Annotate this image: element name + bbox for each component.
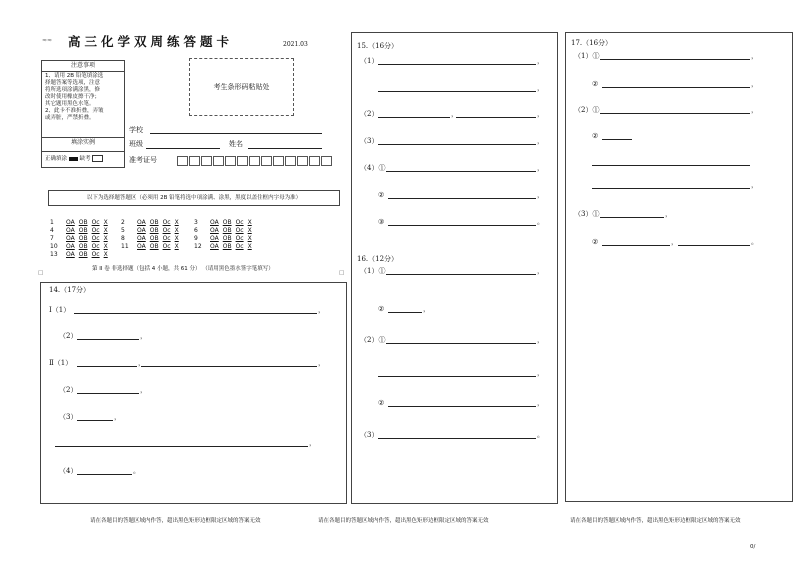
mcq-option[interactable]: OA: [210, 219, 219, 226]
q16-label-1-2: ②: [378, 305, 385, 313]
q16-2-1-comma: ，: [537, 336, 544, 344]
mcq-option[interactable]: OB: [78, 235, 88, 242]
q14-I2-answer-line[interactable]: [77, 339, 139, 340]
mcq-question-number: 13: [50, 251, 58, 258]
notice-line: 其它题用黑色水笔。: [45, 101, 95, 107]
notice-box: [41, 60, 125, 168]
q15-4-1-comma: ，: [537, 164, 544, 172]
mcq-option[interactable]: OB: [149, 235, 159, 242]
q16-1-1-comma: ，: [537, 267, 544, 275]
q15-2-comma: ，: [451, 110, 458, 118]
q17-label-3-2: ②: [592, 238, 599, 246]
notice-line: 2、此卡不准折叠，弄皱: [45, 108, 104, 114]
q14-answer-box: [40, 282, 347, 504]
q14-label-II3: （3）: [59, 413, 78, 421]
notice-line: 将所选项涂满涂黑，修: [45, 87, 101, 93]
q14-II1-comma-2: ，: [318, 359, 325, 367]
q14-II4-period: 。: [133, 467, 140, 475]
q17-3-1-answer-line[interactable]: [600, 217, 664, 218]
mcq-option[interactable]: OA: [66, 235, 75, 242]
q15-label-3: （3）: [360, 137, 379, 145]
q17-2-1-comma: ，: [751, 106, 758, 114]
mcq-option[interactable]: OB: [149, 219, 159, 226]
q17-1-1-comma: ，: [751, 52, 758, 60]
mcq-option[interactable]: OB: [222, 243, 232, 250]
mcq-option[interactable]: OB: [78, 219, 88, 226]
mcq-option[interactable]: X: [247, 235, 252, 242]
class-field[interactable]: [146, 148, 220, 149]
q15-3-comma: ，: [537, 137, 544, 145]
exam-number-cell[interactable]: [177, 156, 188, 166]
q16-3-answer-line[interactable]: [378, 438, 536, 439]
exam-number-cell[interactable]: [261, 156, 272, 166]
mcq-option[interactable]: Oc: [91, 235, 100, 242]
mcq-question-number: 8: [121, 235, 125, 242]
q15-2-answer-line-2[interactable]: [456, 117, 536, 118]
mcq-option[interactable]: OA: [210, 243, 219, 250]
mcq-option[interactable]: OB: [149, 227, 159, 234]
q17-2-2-answer-line-3[interactable]: [592, 188, 750, 189]
q16-3-period: 。: [537, 431, 544, 439]
mcq-option[interactable]: Oc: [235, 219, 244, 226]
mcq-option[interactable]: X: [174, 235, 179, 242]
mcq-question: [121, 219, 183, 226]
q16-2-1-answer-line[interactable]: [386, 343, 536, 344]
mcq-option[interactable]: X: [103, 227, 108, 234]
mcq-option[interactable]: X: [247, 219, 252, 226]
q17-1-2-comma: ，: [751, 80, 758, 88]
footer-note-middle: 请在各题目的答题区域内作答，超出黑色矩形边框限定区域的答案无效: [318, 518, 489, 524]
mcq-option[interactable]: Oc: [91, 227, 100, 234]
q17-3-1-comma: ，: [665, 210, 672, 218]
mcq-instruction: 以下为选择题答题区（必须用 2B 铅笔将选中项涂满、涂黑，黑度以盖住框内字母为准）: [86, 195, 302, 201]
mcq-option[interactable]: OA: [66, 243, 75, 250]
mcq-question-number: 2: [121, 219, 125, 226]
q15-2-comma-2: ，: [537, 110, 544, 118]
school-field[interactable]: [150, 133, 322, 134]
mcq-option[interactable]: OB: [78, 243, 88, 250]
exam-number-cell[interactable]: [273, 156, 284, 166]
q14-II2-answer-line[interactable]: [77, 393, 139, 394]
q14-II1-answer-line[interactable]: [77, 366, 137, 367]
q17-1-2-answer-line[interactable]: [602, 87, 750, 88]
mcq-option[interactable]: OA: [66, 219, 75, 226]
barcode-label: 考生条形码粘贴处: [213, 83, 270, 91]
mcq-question: [194, 227, 256, 234]
notice-heading: 注意事项: [70, 62, 95, 69]
q17-label-2-1: （2）①: [574, 106, 600, 114]
q14-heading: 14.（17分）: [49, 286, 91, 294]
mcq-question: [121, 243, 183, 250]
q17-2-2-answer-line-2[interactable]: [592, 165, 750, 166]
mcq-option[interactable]: Oc: [91, 251, 100, 258]
part2-heading: 第 II 卷 非选择题（包括 4 小题，共 61 分） （请用黑色墨水签字笔填写）: [92, 266, 274, 272]
q15-4-3-answer-line[interactable]: [388, 225, 536, 226]
mcq-question-number: 11: [121, 243, 129, 250]
q16-1-1-answer-line[interactable]: [386, 274, 536, 275]
q17-3-2-comma: ，: [671, 238, 678, 246]
mcq-option[interactable]: OA: [137, 235, 146, 242]
mcq-question: [194, 235, 256, 242]
mcq-option[interactable]: OB: [222, 227, 232, 234]
mcq-option[interactable]: Oc: [235, 235, 244, 242]
filled-mark: [69, 157, 78, 161]
q15-label-1: （1）: [360, 57, 379, 65]
exam-number-cell[interactable]: [249, 156, 260, 166]
q14-II3-answer-line[interactable]: [77, 420, 113, 421]
q14-II3-comma: ，: [114, 413, 121, 421]
mcq-option[interactable]: Oc: [162, 243, 171, 250]
mcq-question: [50, 227, 112, 234]
q15-3-answer-line[interactable]: [378, 144, 536, 145]
missing-label: 缺考: [79, 156, 91, 162]
mcq-option[interactable]: OB: [78, 227, 88, 234]
exam-number-label: 准考证号: [129, 156, 157, 164]
class-label: 班级: [129, 140, 143, 148]
q15-label-4-2: ②: [378, 191, 385, 199]
mcq-option[interactable]: OA: [210, 227, 219, 234]
q16-1-2-answer-line[interactable]: [388, 312, 422, 313]
q15-4-3-period: 。: [537, 218, 544, 226]
example-heading: 填涂实例: [70, 139, 95, 146]
q15-4-2-answer-line[interactable]: [388, 198, 536, 199]
exam-number-cell[interactable]: [237, 156, 248, 166]
mcq-option[interactable]: OA: [66, 227, 75, 234]
mcq-question: [50, 235, 112, 242]
mcq-option[interactable]: Oc: [91, 219, 100, 226]
q15-1-comma-2: ，: [537, 84, 544, 92]
q16-heading: 16.（12分）: [357, 255, 399, 263]
mcq-option[interactable]: OA: [137, 227, 146, 234]
mcq-option[interactable]: OA: [137, 219, 146, 226]
name-field[interactable]: [248, 148, 322, 149]
q14-label-I2: （2）: [59, 332, 78, 340]
exam-number-cell[interactable]: [189, 156, 200, 166]
page-number: 0/: [750, 544, 756, 550]
mcq-question: [121, 235, 183, 242]
mcq-option[interactable]: X: [247, 227, 252, 234]
mcq-option[interactable]: OA: [66, 251, 75, 258]
mcq-option[interactable]: Oc: [162, 219, 171, 226]
school-label: 学校: [129, 126, 143, 134]
notice-line: 1、请用 2B 铅笔填涂选: [45, 73, 104, 79]
q17-label-3-1: （3）①: [574, 210, 600, 218]
q14-label-I1: Ⅰ（1）: [49, 306, 71, 314]
notice-line: 择题答案等选项，注意: [45, 80, 101, 86]
mcq-option[interactable]: OB: [222, 219, 232, 226]
exam-number-cell[interactable]: [285, 156, 296, 166]
notice-line: 改时使用橡皮擦干净；: [45, 94, 101, 100]
q15-heading: 15.（16分）: [357, 42, 399, 50]
q14-II1-comma: ，: [138, 359, 145, 367]
q14-II2-comma: ，: [140, 386, 147, 394]
q17-2-1-answer-line[interactable]: [600, 113, 750, 114]
q15-4-2-comma: ，: [537, 191, 544, 199]
mcq-question-number: 6: [194, 227, 198, 234]
mcq-question-number: 9: [194, 235, 198, 242]
mcq-question-number: 3: [194, 219, 198, 226]
mcq-question-number: 5: [121, 227, 125, 234]
name-label: 姓名: [229, 140, 243, 148]
q16-label-3: （3）: [360, 431, 379, 439]
q17-3-2-period: 。: [751, 238, 758, 246]
mcq-option[interactable]: OB: [149, 243, 159, 250]
corner-mark: ≈≈: [42, 37, 53, 44]
barcode-area: [189, 58, 294, 116]
mcq-question: [50, 219, 112, 226]
q15-4-1-answer-line[interactable]: [386, 171, 536, 172]
q14-label-II1: Ⅱ（1）: [49, 359, 73, 367]
exam-number-cell[interactable]: [213, 156, 224, 166]
page-title: 高三化学双周练答题卡: [68, 34, 234, 49]
footer-note-left: 请在各题目的答题区域内作答，超出黑色矩形边框限定区域的答案无效: [90, 518, 261, 524]
q15-label-4-1: （4）①: [360, 164, 386, 172]
q14-I1-comma: ，: [318, 306, 325, 314]
exam-number-cell[interactable]: [297, 156, 308, 166]
mcq-option[interactable]: Oc: [162, 227, 171, 234]
q14-I2-comma: ，: [140, 332, 147, 340]
mcq-option[interactable]: Oc: [162, 235, 171, 242]
q15-1-answer-line-2[interactable]: [378, 91, 536, 92]
mcq-option[interactable]: Oc: [235, 227, 244, 234]
mcq-question-number: 12: [194, 243, 202, 250]
mcq-option[interactable]: OA: [137, 243, 146, 250]
q17-3-2-answer-line-2[interactable]: [678, 245, 750, 246]
q17-1-1-answer-line[interactable]: [600, 59, 750, 60]
q15-2-answer-line[interactable]: [378, 117, 450, 118]
mcq-question: [50, 251, 112, 258]
mcq-option[interactable]: OB: [78, 251, 88, 258]
q17-3-2-answer-line[interactable]: [602, 245, 670, 246]
q16-2-1-answer-line-2[interactable]: [378, 376, 536, 377]
exam-number-cell[interactable]: [309, 156, 320, 166]
q14-label-II4: （4）: [59, 467, 78, 475]
mcq-question: [121, 227, 183, 234]
q17-2-2-answer-line[interactable]: [602, 139, 632, 140]
mcq-question-number: 10: [50, 243, 58, 250]
mcq-option[interactable]: X: [103, 243, 108, 250]
q14-II3-answer-line-2[interactable]: [55, 446, 308, 447]
missing-checkbox[interactable]: [92, 155, 103, 162]
q16-label-2-1: （2）①: [360, 336, 386, 344]
mcq-instruction-box: [48, 190, 340, 206]
q15-q16-answer-box: [351, 32, 558, 504]
q17-2-2-comma: ，: [751, 181, 758, 189]
q16-2-2-answer-line[interactable]: [388, 406, 536, 407]
mcq-option[interactable]: X: [103, 219, 108, 226]
mcq-option[interactable]: X: [247, 243, 252, 250]
mcq-question: [194, 243, 256, 250]
mcq-option[interactable]: X: [103, 251, 108, 258]
mcq-question: [194, 219, 256, 226]
q14-II4-answer-line[interactable]: [77, 474, 132, 475]
q16-label-2-2: ②: [378, 399, 385, 407]
exam-date: 2021.03: [283, 41, 308, 48]
mcq-question-number: 7: [50, 235, 54, 242]
exam-number-cell[interactable]: [225, 156, 236, 166]
q16-2-2-comma: ，: [537, 399, 544, 407]
mcq-option[interactable]: OA: [210, 235, 219, 242]
q14-label-II2: （2）: [59, 386, 78, 394]
fill-example: [45, 155, 103, 163]
q16-2-1-comma-2: ，: [537, 369, 544, 377]
q17-label-2-2: ②: [592, 132, 599, 140]
mcq-option[interactable]: X: [174, 219, 179, 226]
q14-I1-answer-line[interactable]: [74, 313, 317, 314]
mcq-question-number: 1: [50, 219, 54, 226]
q17-heading: 17.（16分）: [571, 39, 613, 47]
q17-answer-box: [565, 32, 793, 502]
mcq-option[interactable]: X: [103, 235, 108, 242]
q16-1-2-comma: ，: [423, 305, 430, 313]
right-margin-mark: □: [339, 270, 345, 276]
q15-label-4-3: ③: [378, 218, 385, 226]
mcq-option[interactable]: Oc: [235, 243, 244, 250]
q16-label-1-1: （1）①: [360, 267, 386, 275]
correct-fill-label: 正确填涂: [45, 156, 68, 162]
q17-label-1-2: ②: [592, 80, 599, 88]
q15-1-comma: ，: [537, 57, 544, 65]
mcq-option[interactable]: X: [174, 243, 179, 250]
footer-note-right: 请在各题目的答题区域内作答，超出黑色矩形边框限定区域的答案无效: [570, 518, 741, 524]
mcq-option[interactable]: OB: [222, 235, 232, 242]
exam-number-cell[interactable]: [201, 156, 212, 166]
q17-label-1-1: （1）①: [574, 52, 600, 60]
q15-label-2: （2）: [360, 110, 379, 118]
mcq-option[interactable]: X: [174, 227, 179, 234]
q14-II1-answer-line-2[interactable]: [141, 366, 317, 367]
mcq-option[interactable]: Oc: [91, 243, 100, 250]
q14-II3-comma-2: ，: [309, 439, 316, 447]
exam-number-cell[interactable]: [321, 156, 332, 166]
notice-line: 或弄脏，严禁折叠。: [45, 115, 95, 121]
q15-1-answer-line[interactable]: [378, 64, 536, 65]
mcq-question-number: 4: [50, 227, 54, 234]
mcq-question: [50, 243, 112, 250]
left-margin-mark: □: [38, 270, 44, 276]
